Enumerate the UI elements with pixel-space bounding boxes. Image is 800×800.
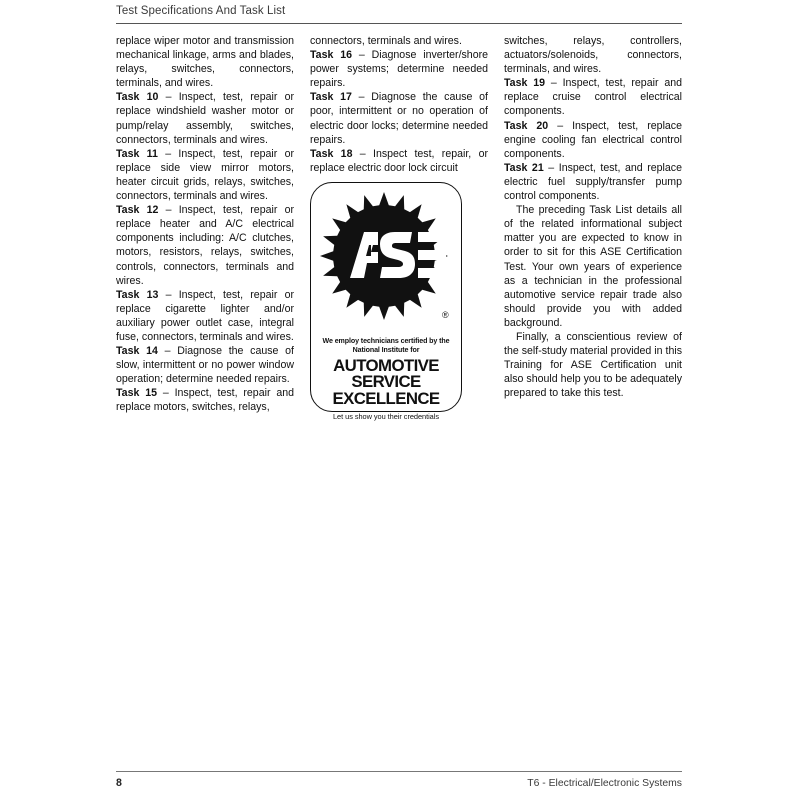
column-3 — [504, 34, 682, 416]
page-footer — [116, 771, 682, 789]
task-paragraph: Task 13 – Inspect, test, repair or replace cigarette lighter and/or auxiliary power outlet case, integral fuse, connectors, terminals and wires. — [116, 288, 294, 343]
task-label: Task 14 — [116, 345, 158, 358]
body-paragraph: replace wiper motor and transmission mechanical linkage, arms and blades, relays, switches, connectors, terminals, and wires. — [116, 35, 294, 90]
footer-rule — [116, 771, 682, 772]
ase-line-2: National Institute for — [352, 345, 420, 354]
task-label: Task 12 — [116, 204, 159, 217]
task-label: Task 16 — [310, 49, 353, 62]
task-paragraph: Task 18 – Inspect test, repair, or replace electric door lock circuit — [310, 147, 488, 174]
task-paragraph: Task 14 – Diagnose the cause of slow, intermittent or no power window operation; determine needed repairs. — [116, 345, 294, 386]
body-paragraph: The preceding Task List details all of the related informational subject matter you are expected to know in order to sit for this ASE Certification Test. Your own years of experience as a technician in the professional automotive service repair trade also should provide you with added background. — [504, 204, 682, 329]
column-1 — [116, 34, 294, 416]
footer-page-number: 8 — [116, 777, 122, 789]
task-paragraph: Task 11 – Inspect, test, repair or replace side view mirror motors, heater circuit grids, relays, switches, connectors, terminals and wires. — [116, 147, 294, 203]
body-paragraph: switches, relays, controllers, actuators/solenoids, connectors, terminals, and wires. — [504, 35, 682, 76]
footer-section-title: T6 - Electrical/Electronic Systems — [527, 778, 682, 789]
page-header — [116, 4, 682, 24]
task-label: Task 17 — [310, 91, 352, 104]
task-paragraph: Task 21 – Inspect, test, and replace electric fuel supply/transfer pump control components. — [504, 161, 682, 203]
svg-text:®: ® — [442, 309, 449, 320]
header-rule — [116, 23, 682, 24]
ase-logo — [310, 182, 466, 422]
task-paragraph: Task 16 – Diagnose inverter/shore power systems; determine needed repairs. — [310, 49, 489, 90]
column-2 — [310, 34, 489, 422]
body-paragraph: connectors, terminals and wires. — [310, 35, 462, 47]
ase-logo-text — [316, 337, 456, 422]
body-paragraph: Finally, a conscientious review of the self-study material provided in this Training for ASE Certification unit also should help you to be adequately prepared to take this test. — [504, 330, 682, 400]
ase-big-2: SERVICE — [351, 373, 421, 392]
task-label: Task 20 — [504, 119, 549, 132]
ase-big-1: AUTOMOTIVE — [333, 356, 439, 375]
ase-tagline: Let us show you their credentials — [333, 412, 439, 422]
task-paragraph: Task 10 – Inspect, test, repair or replace windshield washer motor or pump/relay assembly, switches, connectors, terminals and wires. — [116, 91, 294, 146]
task-paragraph: Task 12 – Inspect, test, repair or replace heater and A/C electrical components including: A/C clutches, motors, resistors, relays, switches, controls, connectors, terminals and wires. — [116, 204, 294, 287]
task-label: Task 21 — [504, 161, 544, 174]
ase-gear-icon — [316, 190, 456, 336]
page-header-title: Test Specifications And Task List — [116, 5, 286, 17]
task-label: Task 19 — [504, 77, 545, 90]
task-paragraph: Task 17 – Diagnose the cause of poor, intermittent or no operation of electric door locks; determine needed repairs. — [310, 91, 488, 146]
task-label: Task 10 — [116, 91, 159, 104]
footer-row — [116, 777, 682, 789]
task-label: Task 11 — [116, 147, 158, 160]
ase-line-1: We employ technicians certified by the — [322, 336, 450, 345]
task-label: Task 15 — [116, 387, 157, 400]
ase-big-text — [315, 358, 458, 408]
task-label: Task 18 — [310, 147, 353, 160]
text-columns — [116, 34, 682, 422]
task-paragraph: Task 20 – Inspect, test, replace engine cooling fan electrical control components. — [504, 119, 682, 160]
task-label: Task 13 — [116, 288, 159, 301]
ase-big-3: EXCELLENCE — [332, 389, 440, 408]
task-paragraph: Task 19 – Inspect, test, repair and replace cruise control electrical components. — [504, 77, 682, 118]
task-paragraph: Task 15 – Inspect, test, repair and replace motors, switches, relays, — [116, 387, 294, 414]
